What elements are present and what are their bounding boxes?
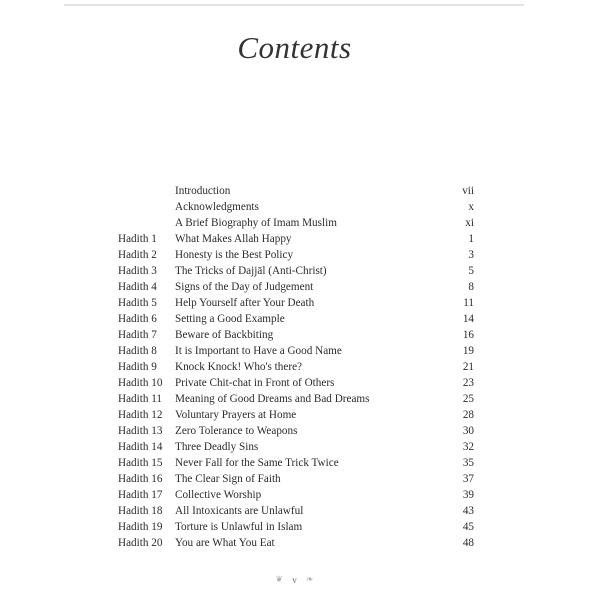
toc-entry-title: Private Chit-chat in Front of Others [175, 377, 335, 389]
toc-entry [118, 231, 478, 247]
toc-entry-title: All Intoxicants are Unlawful [175, 505, 304, 517]
toc-entry-page-number: x [468, 201, 474, 213]
toc-entry-title: Introduction [175, 185, 231, 197]
toc-entry-title: Setting a Good Example [175, 313, 285, 325]
toc-entry-label: Hadith 6 [118, 313, 157, 325]
toc-entry-page-number: vii [462, 185, 474, 197]
toc-entry [118, 247, 478, 263]
toc-entry [118, 407, 478, 423]
toc-entry-label: Hadith 10 [118, 377, 163, 389]
toc-entry-title: Never Fall for the Same Trick Twice [175, 457, 339, 469]
toc-entry-title: Collective Worship [175, 489, 262, 501]
toc-entry-page-number: 25 [462, 393, 474, 405]
toc-entry-label: Hadith 17 [118, 489, 163, 501]
toc-entry-title: Acknowledgments [175, 201, 259, 213]
toc-entry-title: Signs of the Day of Judgement [175, 281, 314, 293]
toc-entry-title: Meaning of Good Dreams and Bad Dreams [175, 393, 370, 405]
toc-entry-title: Beware of Backbiting [175, 329, 274, 341]
toc-entry-label: Hadith 13 [118, 425, 163, 437]
toc-entry-label: Hadith 12 [118, 409, 163, 421]
toc-entry [118, 199, 478, 215]
toc-entry-title: Zero Tolerance to Weapons [175, 425, 298, 437]
toc-entry [118, 359, 478, 375]
toc-entry-page-number: 14 [462, 313, 474, 325]
toc-entry [118, 519, 478, 535]
toc-entry-label: Hadith 9 [118, 361, 157, 373]
toc-entry-title: The Clear Sign of Faith [175, 473, 281, 485]
toc-entry-title: It is Important to Have a Good Name [175, 345, 342, 357]
toc-entry-title: Honesty is the Best Policy [175, 249, 294, 261]
page-footer [0, 574, 589, 585]
toc-entry-page-number: 21 [462, 361, 474, 373]
toc-entry-title: Torture is Unlawful in Islam [175, 521, 303, 533]
toc-entry-page-number: 35 [462, 457, 474, 469]
toc-entry-title: You are What You Eat [175, 537, 275, 549]
toc-entry-title: A Brief Biography of Imam Muslim [175, 217, 337, 229]
toc-entry [118, 471, 478, 487]
toc-entry-page-number: 32 [462, 441, 474, 453]
toc-entry-page-number: 16 [462, 329, 474, 341]
toc-entry [118, 263, 478, 279]
toc-entry-page-number: 1 [468, 233, 474, 245]
top-rule [64, 4, 524, 6]
toc-entry-page-number: 19 [462, 345, 474, 357]
toc-entry-title: Knock Knock! Who's there? [175, 361, 303, 373]
toc-entry-title: Voluntary Prayers at Home [175, 409, 297, 421]
toc-entry [118, 311, 478, 327]
toc-entry-label: Hadith 19 [118, 521, 163, 533]
toc-entry [118, 279, 478, 295]
toc-entry [118, 183, 478, 199]
toc-entry-label: Hadith 2 [118, 249, 157, 261]
toc-entry-page-number: xi [465, 217, 474, 229]
toc-entry-label: Hadith 20 [118, 537, 163, 549]
toc-entry-title: The Tricks of Dajjāl (Anti-Christ) [175, 265, 327, 277]
toc-entry [118, 295, 478, 311]
toc-entry [118, 455, 478, 471]
toc-entry [118, 391, 478, 407]
page-title: Contents [237, 30, 352, 65]
toc-entry [118, 215, 478, 231]
toc-entry-label: Hadith 5 [118, 297, 157, 309]
left-fleuron-icon: ❦ [275, 574, 283, 585]
toc-entry-page-number: 43 [462, 505, 474, 517]
right-fleuron-icon: ❧ [306, 574, 314, 585]
toc-entry-label: Hadith 3 [118, 265, 157, 277]
toc-entry-label: Hadith 4 [118, 281, 157, 293]
toc-entry-title: Help Yourself after Your Death [175, 297, 315, 309]
toc-entry [118, 487, 478, 503]
toc-entry-page-number: 11 [463, 297, 474, 309]
table-of-contents [118, 183, 478, 551]
toc-entry-label: Hadith 18 [118, 505, 163, 517]
toc-entry-label: Hadith 8 [118, 345, 157, 357]
toc-entry [118, 503, 478, 519]
toc-entry-page-number: 48 [462, 537, 474, 549]
toc-entry-label: Hadith 15 [118, 457, 163, 469]
toc-entry-page-number: 8 [468, 281, 474, 293]
toc-entry [118, 327, 478, 343]
toc-entry [118, 423, 478, 439]
toc-entry-label: Hadith 16 [118, 473, 163, 485]
toc-entry-page-number: 23 [462, 377, 474, 389]
toc-entry-title: What Makes Allah Happy [175, 233, 292, 245]
toc-entry [118, 439, 478, 455]
toc-entry [118, 535, 478, 551]
toc-entry-page-number: 28 [462, 409, 474, 421]
toc-entry-label: Hadith 1 [118, 233, 157, 245]
toc-entry-page-number: 3 [468, 249, 474, 261]
toc-entry-page-number: 30 [462, 425, 474, 437]
toc-entry-label: Hadith 14 [118, 441, 163, 453]
toc-entry [118, 375, 478, 391]
toc-entry-page-number: 37 [462, 473, 474, 485]
toc-entry-page-number: 5 [468, 265, 474, 277]
toc-entry-label: Hadith 7 [118, 329, 157, 341]
toc-entry-page-number: 39 [462, 489, 474, 501]
page-folio: v [292, 574, 297, 585]
toc-entry-page-number: 45 [462, 521, 474, 533]
toc-entry-title: Three Deadly Sins [175, 441, 259, 453]
toc-entry [118, 343, 478, 359]
toc-entry-label: Hadith 11 [118, 393, 163, 405]
